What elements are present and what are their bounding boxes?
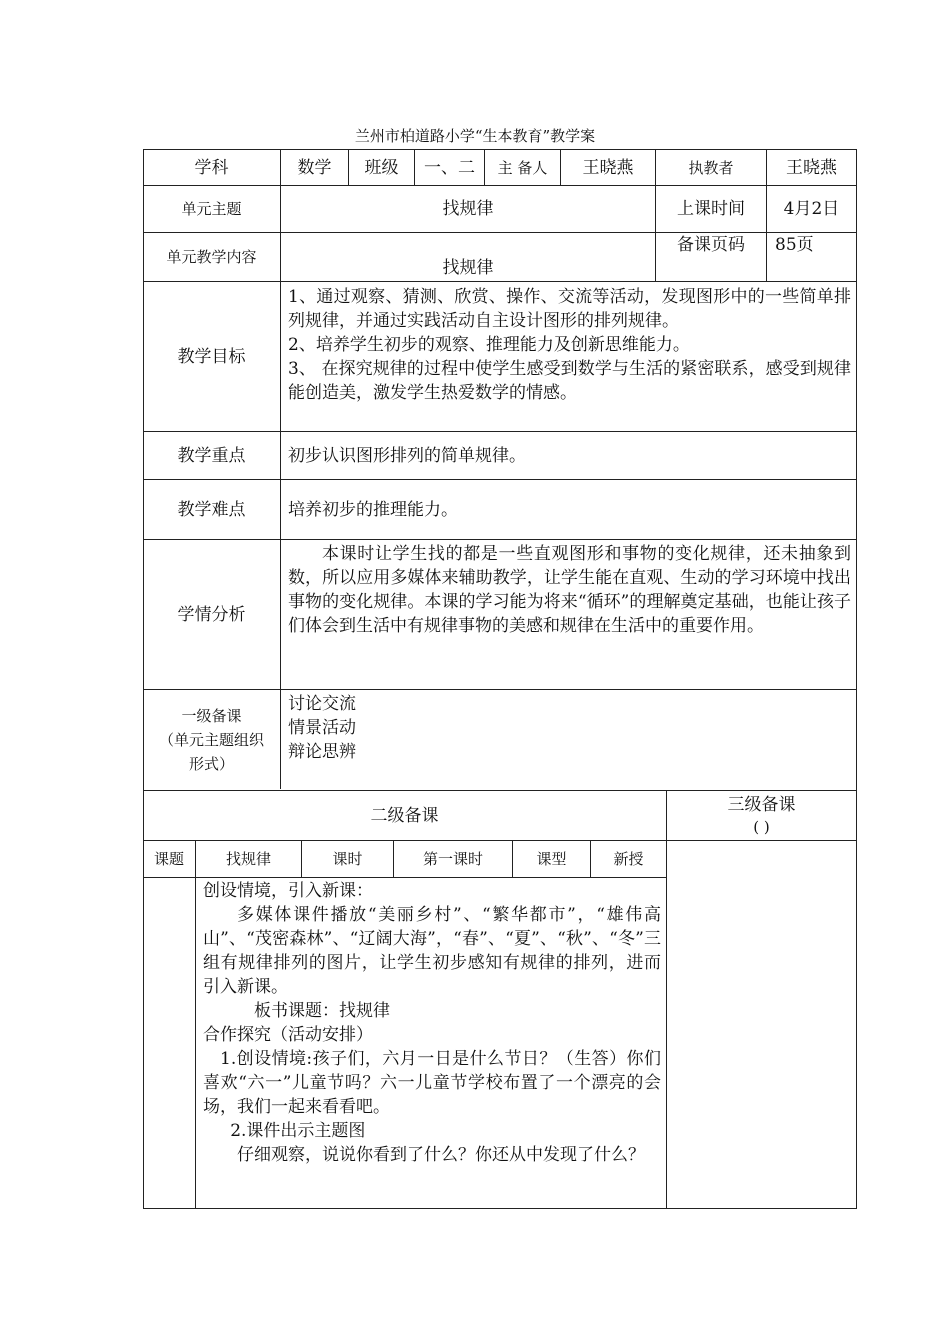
level3-heading [667, 791, 856, 840]
level1-item: 情景活动 [288, 718, 356, 738]
process-line: 2.课件出示主题图 [230, 1121, 366, 1141]
prep-page-label: 备课页码 [677, 235, 745, 255]
subject-value: 数学 [297, 157, 332, 178]
level1-item: 讨论交流 [288, 694, 356, 714]
goal-item: 2、培养学生初步的观察、推理能力及创新思维能力。 [288, 335, 690, 355]
process-line: 创设情境，引入新课： [203, 881, 373, 901]
teacher-value: 王晓燕 [786, 157, 837, 178]
process-line: 多媒体课件播放“美丽乡村”、“繁华都市”，“雄伟高山”、“茂密森林”、“辽阔大海”，“春”、“夏”、“秋”、“冬”三组有规律排列的图片，让学生初步感知有规律的排列，进而引入新课。 [203, 905, 661, 997]
difficulty-value: 培养初步的推理能力。 [288, 500, 458, 520]
main-prep-value: 王晓燕 [582, 157, 634, 178]
page-title: 兰州市柏道路小学“生本教育”教学案 [354, 127, 596, 145]
analysis-value: 本课时让学生找的都是一些直观图形和事物的变化规律，还未抽象到数，所以应用多媒体来辅助教学，让学生能在直观、生动的学习环境中找出事物的变化规律。本课的学习能为将来“循环”的理解奠定基础，也能让孩子们体会到生活中有规律事物的美感和规律在生活中的重要作用。 [288, 544, 851, 636]
level2-heading: 二级备课 [370, 805, 439, 826]
period-value: 第一课时 [422, 850, 483, 868]
subject-label: 学科 [194, 157, 229, 178]
unit-theme-value: 找规律 [442, 199, 494, 219]
level1-label-line: 形式） [188, 755, 234, 773]
type-label: 课型 [536, 850, 567, 868]
process-line: 1.创设情境:孩子们，六月一日是什么节日？（生答）你们喜欢“六一”儿童节吗？六一儿童节学校布置了一个漂亮的会场，我们一起来看看吧。 [203, 1049, 661, 1117]
key-point-label: 教学重点 [177, 445, 246, 466]
goal-item: 1、通过观察、猜测、欣赏、操作、交流等活动，发现图形中的一些简单排列规律，并通过实践活动自主设计图形的排列规律。 [288, 287, 851, 331]
topic-label: 课题 [153, 850, 184, 868]
level1-label-line: （单元主题组织 [158, 731, 264, 749]
unit-content-value: 找规律 [442, 258, 494, 278]
unit-content-label: 单元教学内容 [166, 248, 257, 266]
goal-item: 3、 在探究规律的过程中使学生感受到数学与生活的紧密联系，感受到规律能创造美，激发学生热爱数学的情感。 [288, 359, 851, 403]
process-line: 仔细观察，说说你看到了什么？你还从中发现了什么？ [237, 1145, 645, 1165]
analysis-label: 学情分析 [177, 604, 246, 625]
class-label: 班级 [364, 157, 399, 178]
class-time-label: 上课时间 [677, 199, 745, 219]
goals-content [288, 285, 851, 405]
class-value: 一、二 [424, 157, 475, 178]
level1-items [288, 692, 588, 764]
type-value: 新授 [613, 850, 644, 868]
key-point-value: 初步认识图形排列的简单规律。 [288, 446, 526, 466]
unit-theme-label: 单元主题 [181, 200, 242, 218]
level1-item: 辩论思辨 [288, 742, 356, 762]
prep-page-value: 85页 [775, 235, 814, 255]
level1-label [143, 690, 280, 790]
period-label: 课时 [332, 850, 363, 868]
level3-label: 三级备课 [727, 794, 796, 815]
level3-sub: ( ) [753, 817, 770, 836]
topic-value: 找规律 [225, 850, 271, 868]
teacher-label: 执教者 [688, 158, 734, 177]
process-content [203, 879, 661, 1167]
process-line: 合作探究（活动安排） [203, 1025, 373, 1045]
difficulty-label: 教学难点 [177, 499, 246, 520]
level1-label-line: 一级备课 [181, 707, 242, 725]
main-prep-label: 主 备人 [497, 158, 548, 177]
class-time-value: 4月2日 [783, 199, 840, 219]
process-line: 板书课题：找规律 [254, 1001, 390, 1021]
goals-label: 教学目标 [177, 346, 246, 367]
